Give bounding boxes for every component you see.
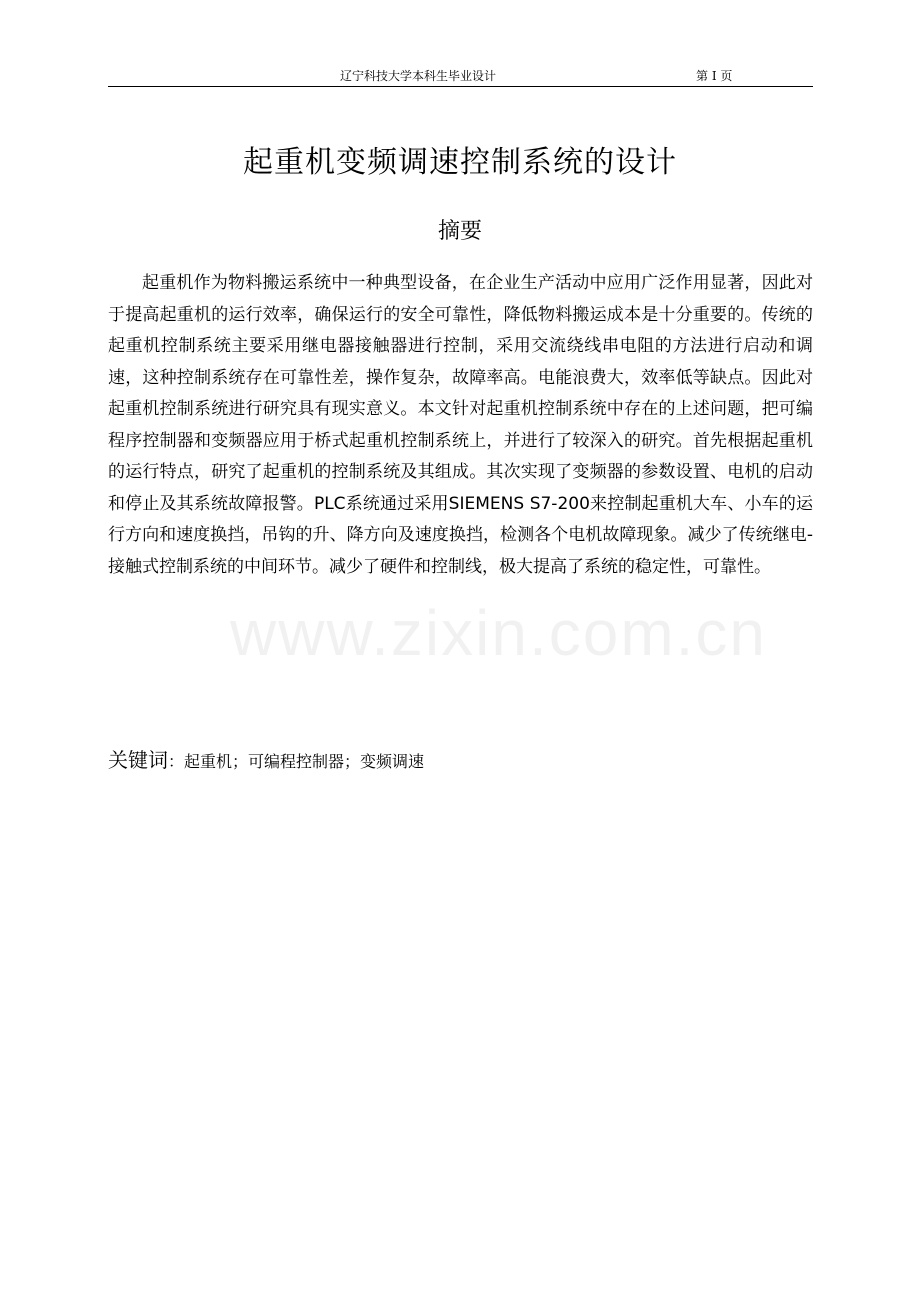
keywords-value: ：起重机；可编程控制器；变频调速 xyxy=(168,752,425,771)
document-title: 起重机变频调速控制系统的设计 xyxy=(243,145,677,180)
header-title: 辽宁科技大学本科生毕业设计 xyxy=(340,69,497,83)
abstract-body: 起重机作为物料搬运系统中一种典型设备，在企业生产活动中应用广泛作用显著，因此对于提高起重机的运行效率，确保运行的安全可靠性，降低物料搬运成本是十分重要的。传统的起重机控制系统主要采用继电器接触器进行控制，采用交流绕线串电阻的方法进行启动和调速，这种控制系统存在可靠性差，操作复杂，故障率高。电能浪费大，效率低等缺点。因此对起重机控制系统进行研究具有现实意义。本文针对起重机控制系统中存在的上述问题，把可编程序控制器和变频器应用于桥式起重机控制系统上，并进行了较深入的研究。首先根据起重机的运行特点，研究了起重机的控制系统及其组成。其次实现了变频器的参数设置、电机的启动和停止及其系统故障报警。PLC系统通过采用SIEMENS S7-200来控制起重机大车、小车的运行方向和速度换挡，吊钩的升、降方向及速度换挡，检测各个电机故障现象。减少了传统继电-接触式控制系统的中间环节。减少了硬件和控制线，极大提高了系统的稳定性，可靠性。 xyxy=(108,273,813,577)
header-page-number: 第 I 页 xyxy=(696,69,733,83)
keywords-line xyxy=(108,744,424,773)
watermark: www.zixin.com.cn xyxy=(230,597,767,669)
page-header xyxy=(108,64,813,87)
abstract-heading: 摘要 xyxy=(437,219,482,244)
keywords-label: 关键词 xyxy=(108,748,168,772)
